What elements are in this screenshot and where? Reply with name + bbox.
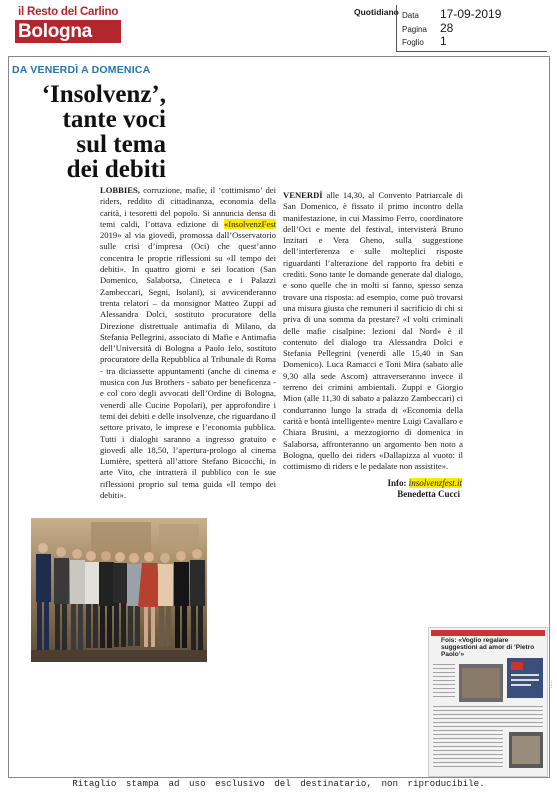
info-link[interactable]: insolvenzfest.it bbox=[408, 478, 462, 488]
headline-line: dei debiti bbox=[66, 156, 166, 183]
column-2-lead: VENERDÌ bbox=[283, 190, 323, 200]
highlighted-festival-name: «InsolvenzFest bbox=[223, 218, 276, 229]
side-code: ····· bbox=[548, 680, 554, 689]
article-kicker: DA VENERDÌ A DOMENICA bbox=[12, 64, 151, 76]
article-column-2 bbox=[283, 190, 463, 472]
thumbnail-page-image bbox=[429, 628, 547, 776]
page-thumbnail bbox=[428, 627, 548, 777]
masthead-brand: il Resto del Carlino bbox=[18, 6, 119, 18]
sheet-label: Foglio bbox=[402, 38, 424, 47]
group-photo-image bbox=[31, 518, 207, 662]
date-value: 17-09-2019 bbox=[440, 7, 502, 21]
masthead-city: Bologna bbox=[15, 20, 121, 43]
article-column-1 bbox=[100, 185, 276, 501]
page-label: Pagina bbox=[402, 25, 427, 34]
thumbnail-title: Fois: «Voglio regalare suggestioni ad amor di ‘Pietro Paolo’» bbox=[441, 637, 535, 658]
headline-line: sul tema bbox=[76, 131, 166, 158]
publication-type: Quotidiano bbox=[354, 7, 399, 17]
group-photo bbox=[31, 518, 207, 662]
byline: Benedetta Cucci bbox=[397, 489, 460, 499]
sheet-value: 1 bbox=[440, 34, 447, 48]
date-label: Data bbox=[402, 11, 419, 20]
footer-notice: Ritaglio stampa ad uso esclusivo del destinatario, non riproducibile. bbox=[72, 778, 485, 789]
column-1-text-b: 2019» al via giovedì, promossa dall’Osservatorio sulle crisi d’impresa (Oci) che quest’anno concentra le proprie riflessioni su «Il tempo dei debiti». In quattro giorni e sei location (San Domenico, Salaborsa, Cineteca e i Palazzi Zambeccari, Segni, Isolani), si avvicenderanno trenta relatori – da monsignor Matteo Zuppi ad Alessandra Dolci, sostituto procuratore della Direzione distrettuale antimafia di Milano, da Stefania Pellegrini, associato di Mafie e Antimafia dell’Università di Bologna a Paolo Ielo, sostituto procuratore della Repubblica al Tribunale di Roma - tra diciassette appuntamenti (anche di cinema e musica con Jus Brothers - sabato per beneficenza - e col coro degli avvocati dell’Ordine di Bologna, venerdì alle Cucine Popolari), per approfondire i temi dei debiti e delle insolvenze, che riguardano il settore privato, le imprese e l’economia pubblica. Tutti i dialoghi saranno a ingresso gratuito e giovedì alle 18,50, l’apertura-prologo al cinema Lumière, spetterà all’attore Stefano Bicocchi, in arte Vito, che intratterà il pubblico con le sue riflessioni proprio sul tema guida «Il tempo dei debiti». bbox=[100, 230, 276, 501]
info-line bbox=[340, 478, 462, 488]
column-1-lead: LOBBIES, bbox=[100, 185, 140, 195]
column-1-text-a: corruzione, mafie, il ‘cottimismo’ dei riders, reddito di cittadinanza, economia della carità, i tesoretti del popolo. Si annuncia densa di temi caldi, l’ottava edizione di bbox=[100, 185, 276, 229]
column-2-text: alle 14,30, al Convento Patriarcale di San Domenico, è fissato il primo incontro della manifestazione, in cui Massimo Ferro, coordinatore dell’Oci e mente del festival, intervisterà Bruno Inzitari e Vera Gheno, sulla suggestione dell’interferenza e sulle molteplici risposte riguardanti l’alterazione del rapporto fra debiti e crediti. Sono tante le domande generate dal dialogo, e sono quelle che in molti si fanno, spesso senza trovare una risposta: ad esempio, come può trovarsi una misura giusta che remuneri il sacrificio di chi si priva di una somma da prestare? «I volti criminali delle mafie cisalpine: lezioni dal Nord» è il contenuto del dialogo tra Alessandra Dolci e Stefania Pellegrini (venerdì alle 15,40 in San Domenico). Luca Ramacci e Toni Mira (sabato alle 9,30 alla sede Ascom) attraverseranno invece il terreno dei crimini ambientali. Zuppi e Giorgio Mion (alle 11,30 di sabato a palazzo Zambeccari) ci condurranno lungo la strada di «Economia della carità e bontà intelligente» mentre Luigi Cavallaro e Chiara Brusini, a mezzogiorno di domenica in Salaborsa, affronteranno un argomento ben noto a Bologna, quello dei riders «Dallapizza al vuoto: il cottimismo di riders e le pedalate non assistite». bbox=[283, 190, 463, 472]
info-label: Info: bbox=[387, 478, 407, 488]
headline-line: ‘Insolvenz’, bbox=[41, 81, 166, 108]
headline-line: tante voci bbox=[62, 106, 166, 133]
article-headline bbox=[26, 82, 166, 182]
page-value: 28 bbox=[440, 21, 454, 35]
